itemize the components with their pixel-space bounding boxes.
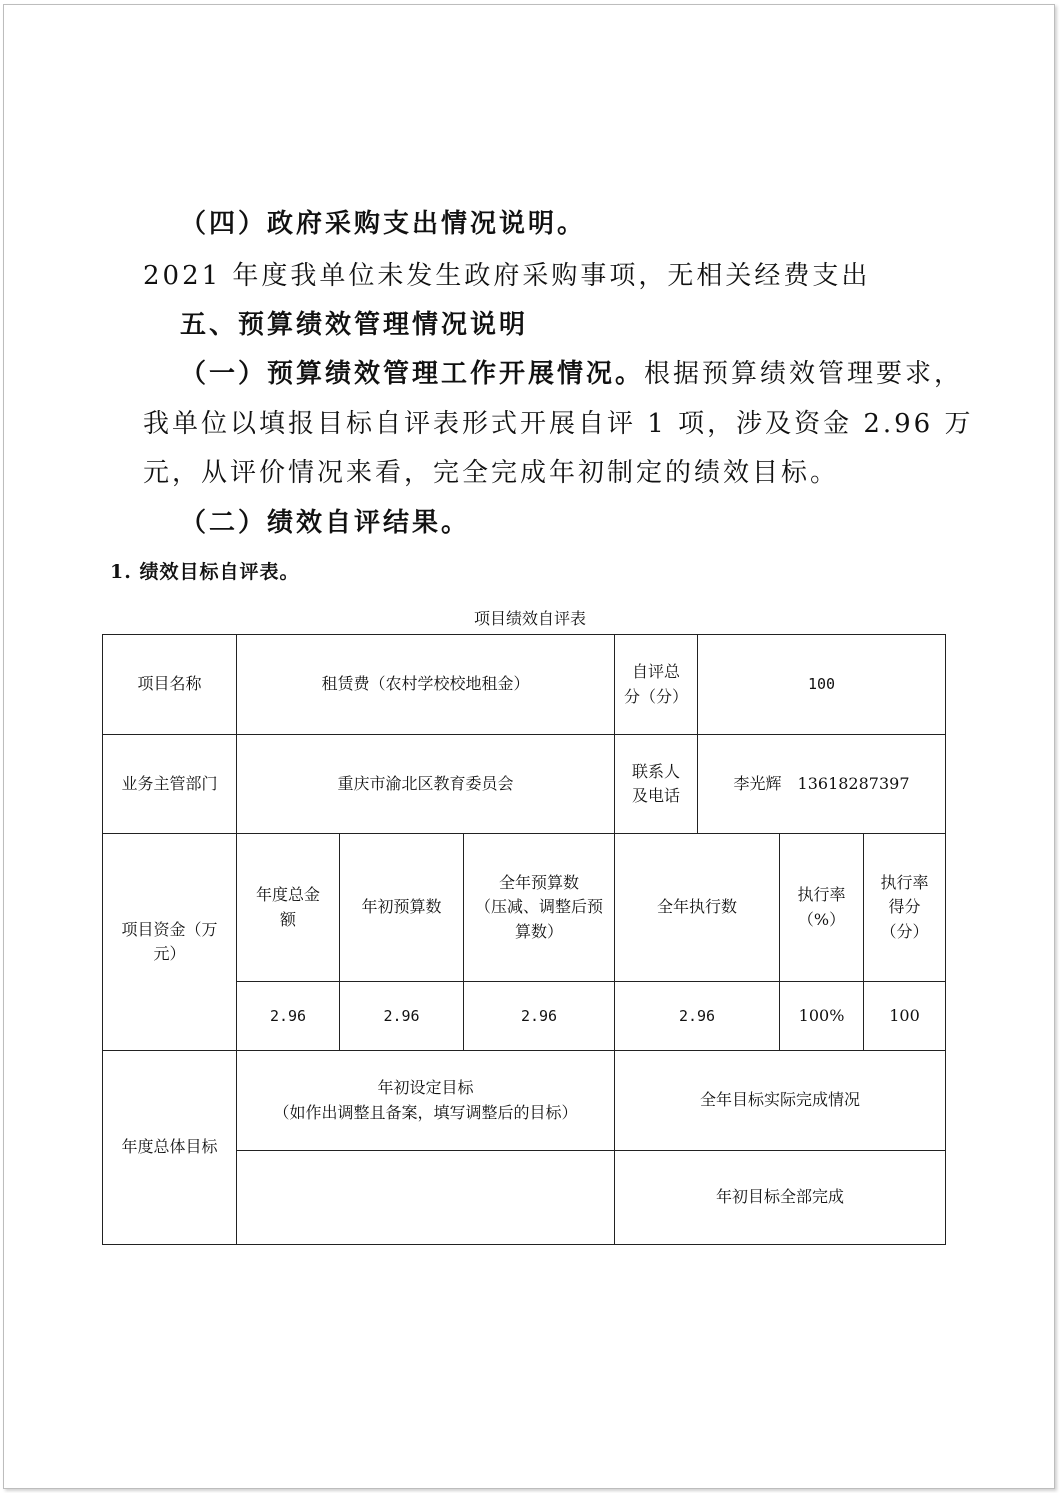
table-row xyxy=(103,1051,946,1151)
col-total-header: 年度总金 额 xyxy=(237,834,340,982)
col-rate-header: 执行率 （%） xyxy=(780,834,864,982)
section5-sub1-line3: 元，从评价情况来看，完全完成年初制定的绩效目标。 xyxy=(143,458,840,488)
score-label: 自评总 分（分） xyxy=(615,635,698,735)
goal-label: 年度总体目标 xyxy=(103,1051,237,1245)
val-rate-score: 100 xyxy=(864,982,946,1051)
val-rate: 100% xyxy=(780,982,864,1051)
goal-actual-header: 全年目标实际完成情况 xyxy=(615,1051,946,1151)
table-row xyxy=(103,834,946,982)
section5-sub2-heading: （二）绩效自评结果。 xyxy=(180,508,471,538)
score-value: 100 xyxy=(698,635,946,735)
sub1-heading: （一）预算绩效管理工作开展情况。 xyxy=(180,359,645,389)
goal-set-value xyxy=(237,1151,615,1245)
col-full-year-header: 全年预算数 （压减、调整后预 算数） xyxy=(464,834,615,982)
col-rate-score-header: 执行率 得分 （分） xyxy=(864,834,946,982)
section5-sub1-line2: 我单位以填报目标自评表形式开展自评 1 项，涉及资金 2.96 万 xyxy=(143,409,974,439)
col-initial-header: 年初预算数 xyxy=(340,834,464,982)
table-caption: 项目绩效自评表 xyxy=(473,609,586,628)
section5-sub1-line1 xyxy=(180,353,963,390)
section4-heading: （四）政府采购支出情况说明。 xyxy=(180,209,587,239)
contact-value: 李光辉 13618287397 xyxy=(698,735,946,834)
goal-set-header: 年初设定目标 （如作出调整且备案，填写调整后的目标） xyxy=(237,1051,615,1151)
table-row xyxy=(103,635,946,735)
item1-label: 1. 绩效目标自评表。 xyxy=(110,561,300,583)
performance-self-evaluation-table xyxy=(102,634,946,1245)
section5-heading: 五、预算绩效管理情况说明 xyxy=(180,310,529,340)
dept-value: 重庆市渝北区教育委员会 xyxy=(237,735,615,834)
section4-body: 2021 年度我单位未发生政府采购事项，无相关经费支出 xyxy=(143,261,871,291)
table-row xyxy=(103,735,946,834)
val-exec: 2.96 xyxy=(615,982,780,1051)
goal-actual-value: 年初目标全部完成 xyxy=(615,1151,946,1245)
col-exec-header: 全年执行数 xyxy=(615,834,780,982)
project-name-label: 项目名称 xyxy=(103,635,237,735)
val-total: 2.96 xyxy=(237,982,340,1051)
val-full-year: 2.96 xyxy=(464,982,615,1051)
dept-label: 业务主管部门 xyxy=(103,735,237,834)
val-initial: 2.96 xyxy=(340,982,464,1051)
sub1-line1-rest: 根据预算绩效管理要求， xyxy=(644,359,964,389)
funds-label: 项目资金（万 元） xyxy=(103,834,237,1051)
contact-label: 联系人 及电话 xyxy=(615,735,698,834)
project-name-value: 租赁费（农村学校校地租金） xyxy=(237,635,615,735)
